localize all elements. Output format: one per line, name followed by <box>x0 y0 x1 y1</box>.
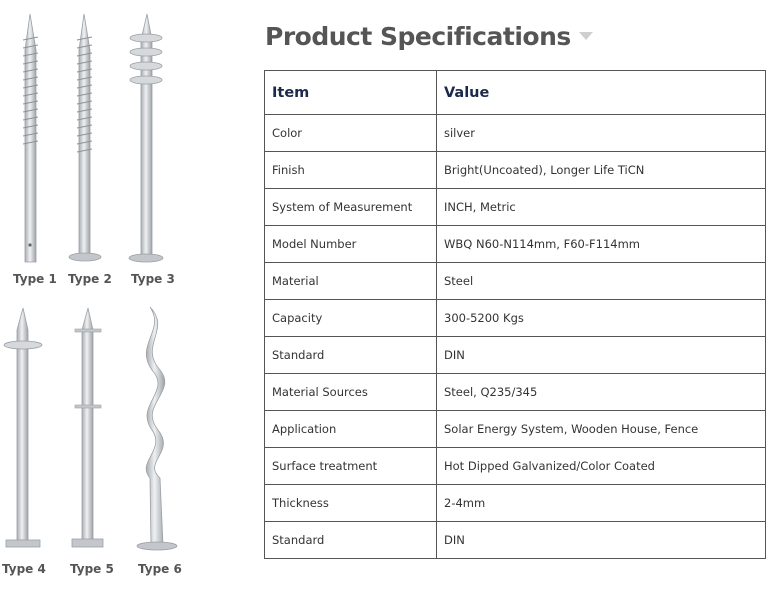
type-4-screw-image <box>4 308 42 547</box>
table-row <box>265 152 766 189</box>
row-item: Finish <box>265 152 437 189</box>
table-row <box>265 337 766 374</box>
row-value: 300-5200 Kgs <box>437 300 766 337</box>
row-value: Steel <box>437 263 766 300</box>
row-item: Model Number <box>265 226 437 263</box>
row-item: Material Sources <box>265 374 437 411</box>
type-3-caption: Type 3 <box>131 272 175 286</box>
ground-screw-illustrations <box>0 0 250 592</box>
table-row <box>265 411 766 448</box>
table-row <box>265 263 766 300</box>
row-item: Material <box>265 263 437 300</box>
row-value: silver <box>437 115 766 152</box>
table-row <box>265 189 766 226</box>
type-2-screw-image <box>69 14 101 261</box>
row-item: System of Measurement <box>265 189 437 226</box>
header-value: Value <box>437 71 766 115</box>
row-item: Standard <box>265 522 437 559</box>
table-header-row <box>265 71 766 115</box>
type-4-caption: Type 4 <box>2 562 46 576</box>
row-item: Standard <box>265 337 437 374</box>
table-row <box>265 448 766 485</box>
row-value: Hot Dipped Galvanized/Color Coated <box>437 448 766 485</box>
row-value: 2-4mm <box>437 485 766 522</box>
table-row <box>265 374 766 411</box>
table-row <box>265 226 766 263</box>
caret-down-icon[interactable] <box>579 32 593 40</box>
row-value: Bright(Uncoated), Longer Life TiCN <box>437 152 766 189</box>
row-item: Surface treatment <box>265 448 437 485</box>
type-6-caption: Type 6 <box>138 562 182 576</box>
header-item: Item <box>265 71 437 115</box>
type-1-caption: Type 1 <box>13 272 57 286</box>
page-title <box>265 22 593 51</box>
row-value: DIN <box>437 337 766 374</box>
table-row <box>265 300 766 337</box>
table-row <box>265 115 766 152</box>
row-value: WBQ N60-N114mm, F60-F114mm <box>437 226 766 263</box>
row-item: Thickness <box>265 485 437 522</box>
row-value: DIN <box>437 522 766 559</box>
type-5-caption: Type 5 <box>70 562 114 576</box>
type-3-screw-image <box>129 14 163 262</box>
row-value: Solar Energy System, Wooden House, Fence <box>437 411 766 448</box>
specifications-table <box>264 70 766 559</box>
product-gallery <box>0 0 250 592</box>
type-2-caption: Type 2 <box>68 272 112 286</box>
table-row <box>265 485 766 522</box>
type-1-screw-image <box>23 14 38 262</box>
row-value: Steel, Q235/345 <box>437 374 766 411</box>
row-value: INCH, Metric <box>437 189 766 226</box>
type-5-screw-image <box>72 308 103 547</box>
row-item: Application <box>265 411 437 448</box>
row-item: Capacity <box>265 300 437 337</box>
row-item: Color <box>265 115 437 152</box>
table-row <box>265 522 766 559</box>
page-title-text: Product Specifications <box>265 22 571 51</box>
type-6-screw-image <box>137 307 177 550</box>
